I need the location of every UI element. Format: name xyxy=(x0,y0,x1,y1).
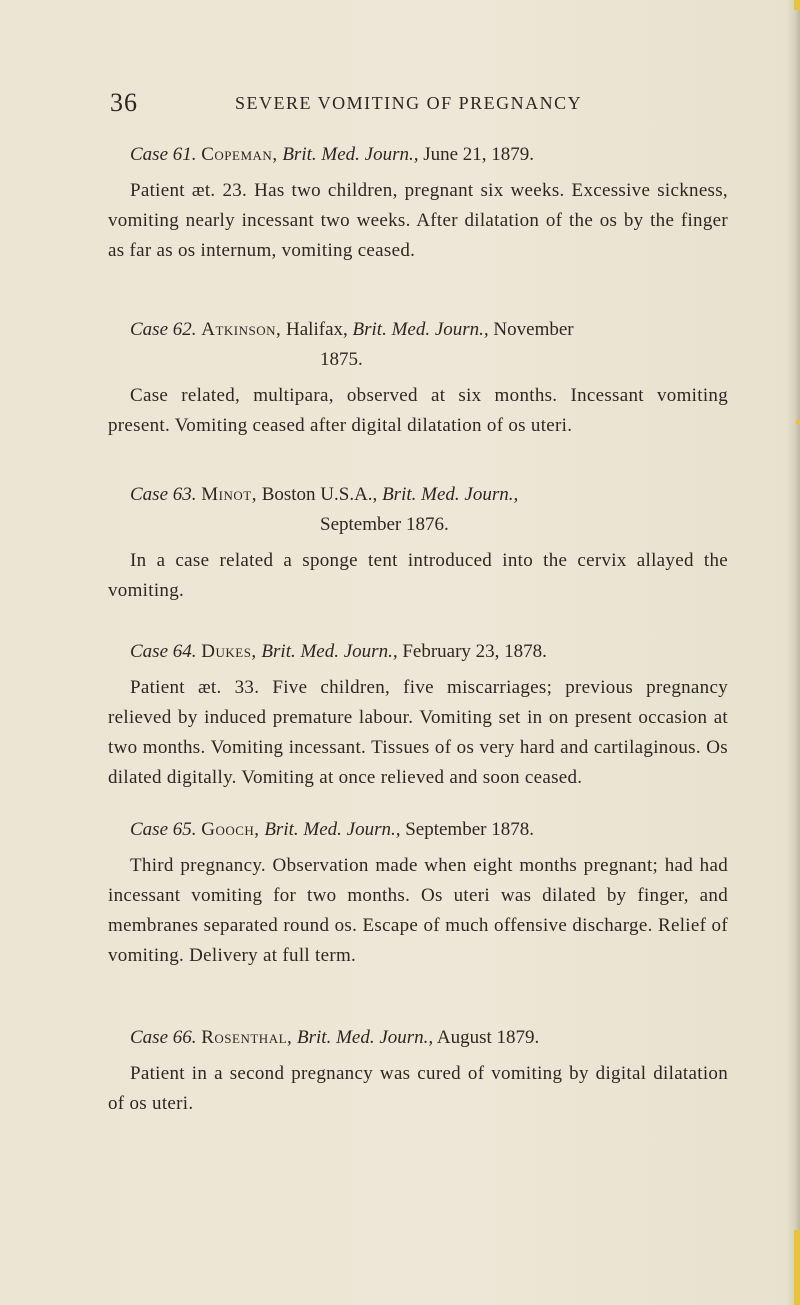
case-author: Atkinson, xyxy=(201,319,282,340)
case-text: In a case related a sponge tent introduced into the cervix allayed the vomiting. xyxy=(108,550,728,601)
case-journal: Brit. Med. Journ., xyxy=(297,1027,434,1048)
case-label: Case 61. xyxy=(130,144,197,165)
running-title: SEVERE VOMITING OF PREGNANCY xyxy=(235,93,583,113)
case-text: Case related, multipara, observed at six months. Incessant vomiting present. Vomiting ceased after digital dilatation of os uteri. xyxy=(108,385,728,436)
case-label: Case 64. xyxy=(130,641,197,662)
case-entry xyxy=(108,480,728,606)
case-heading xyxy=(108,315,728,375)
case-heading xyxy=(108,140,728,170)
page-edge-strip xyxy=(794,1230,800,1305)
case-date-continued: 1875. xyxy=(320,349,363,370)
case-author: Rosenthal, xyxy=(201,1027,293,1048)
case-date: September 1878. xyxy=(405,819,534,840)
case-entry xyxy=(108,1023,728,1119)
running-head xyxy=(110,88,710,118)
case-date: August 1879. xyxy=(436,1027,540,1048)
case-text: Patient æt. 33. Five children, five miscarriages; previous pregnancy relieved by induced premature labour. Vomiting set in on present occasion at two months. Vomiting incessant. Tissues of os very hard and cartilaginous. Os dilated digitally. Vomiting at once relieved and soon ceased. xyxy=(108,677,728,788)
case-date: February 23, 1878. xyxy=(402,641,547,662)
case-label: Case 65. xyxy=(130,819,197,840)
page-number: 36 xyxy=(110,88,138,117)
case-place: Halifax, xyxy=(286,319,348,340)
case-entry xyxy=(108,315,728,441)
case-text: Patient in a second pregnancy was cured of vomiting by digital dilatation of os uteri. xyxy=(108,1063,728,1114)
case-entry xyxy=(108,815,728,971)
case-journal: Brit. Med. Journ., xyxy=(352,319,489,340)
case-entry xyxy=(108,140,728,266)
case-date: November xyxy=(493,319,574,340)
page-edge-shadow xyxy=(786,0,800,1305)
case-text: Third pregnancy. Observation made when eight months pregnant; had had incessant vomiting for two months. Os uteri was dilated by finger, and membranes separated round os. Escape of much offensive discharge. Relief of vomiting. Delivery at full term. xyxy=(108,855,728,966)
case-label: Case 63. xyxy=(130,484,197,505)
case-author: Dukes, xyxy=(201,641,257,662)
case-journal: Brit. Med. Journ., xyxy=(264,819,401,840)
case-journal: Brit. Med. Journ., xyxy=(261,641,398,662)
case-date-continued: September 1876. xyxy=(320,514,449,535)
case-entry xyxy=(108,637,728,793)
case-author: Copeman, xyxy=(201,144,278,165)
case-journal: Brit. Med. Journ., xyxy=(382,484,519,505)
case-label: Case 62. xyxy=(130,319,197,340)
case-heading xyxy=(108,815,728,845)
case-journal: Brit. Med. Journ., xyxy=(282,144,419,165)
case-label: Case 66. xyxy=(130,1027,197,1048)
page-edge-strip xyxy=(796,420,800,424)
case-heading xyxy=(108,480,728,540)
case-date: June 21, 1879. xyxy=(423,144,535,165)
case-place: Boston U.S.A., xyxy=(261,484,378,505)
case-heading xyxy=(108,1023,728,1053)
case-heading xyxy=(108,637,728,667)
case-text: Patient æt. 23. Has two children, pregnant six weeks. Excessive sickness, vomiting nearly incessant two weeks. After dilatation of the os by the finger as far as os internum, vomiting ceased. xyxy=(108,180,728,261)
case-author: Gooch, xyxy=(201,819,260,840)
case-author: Minot, xyxy=(201,484,257,505)
page-edge-strip xyxy=(794,0,800,10)
